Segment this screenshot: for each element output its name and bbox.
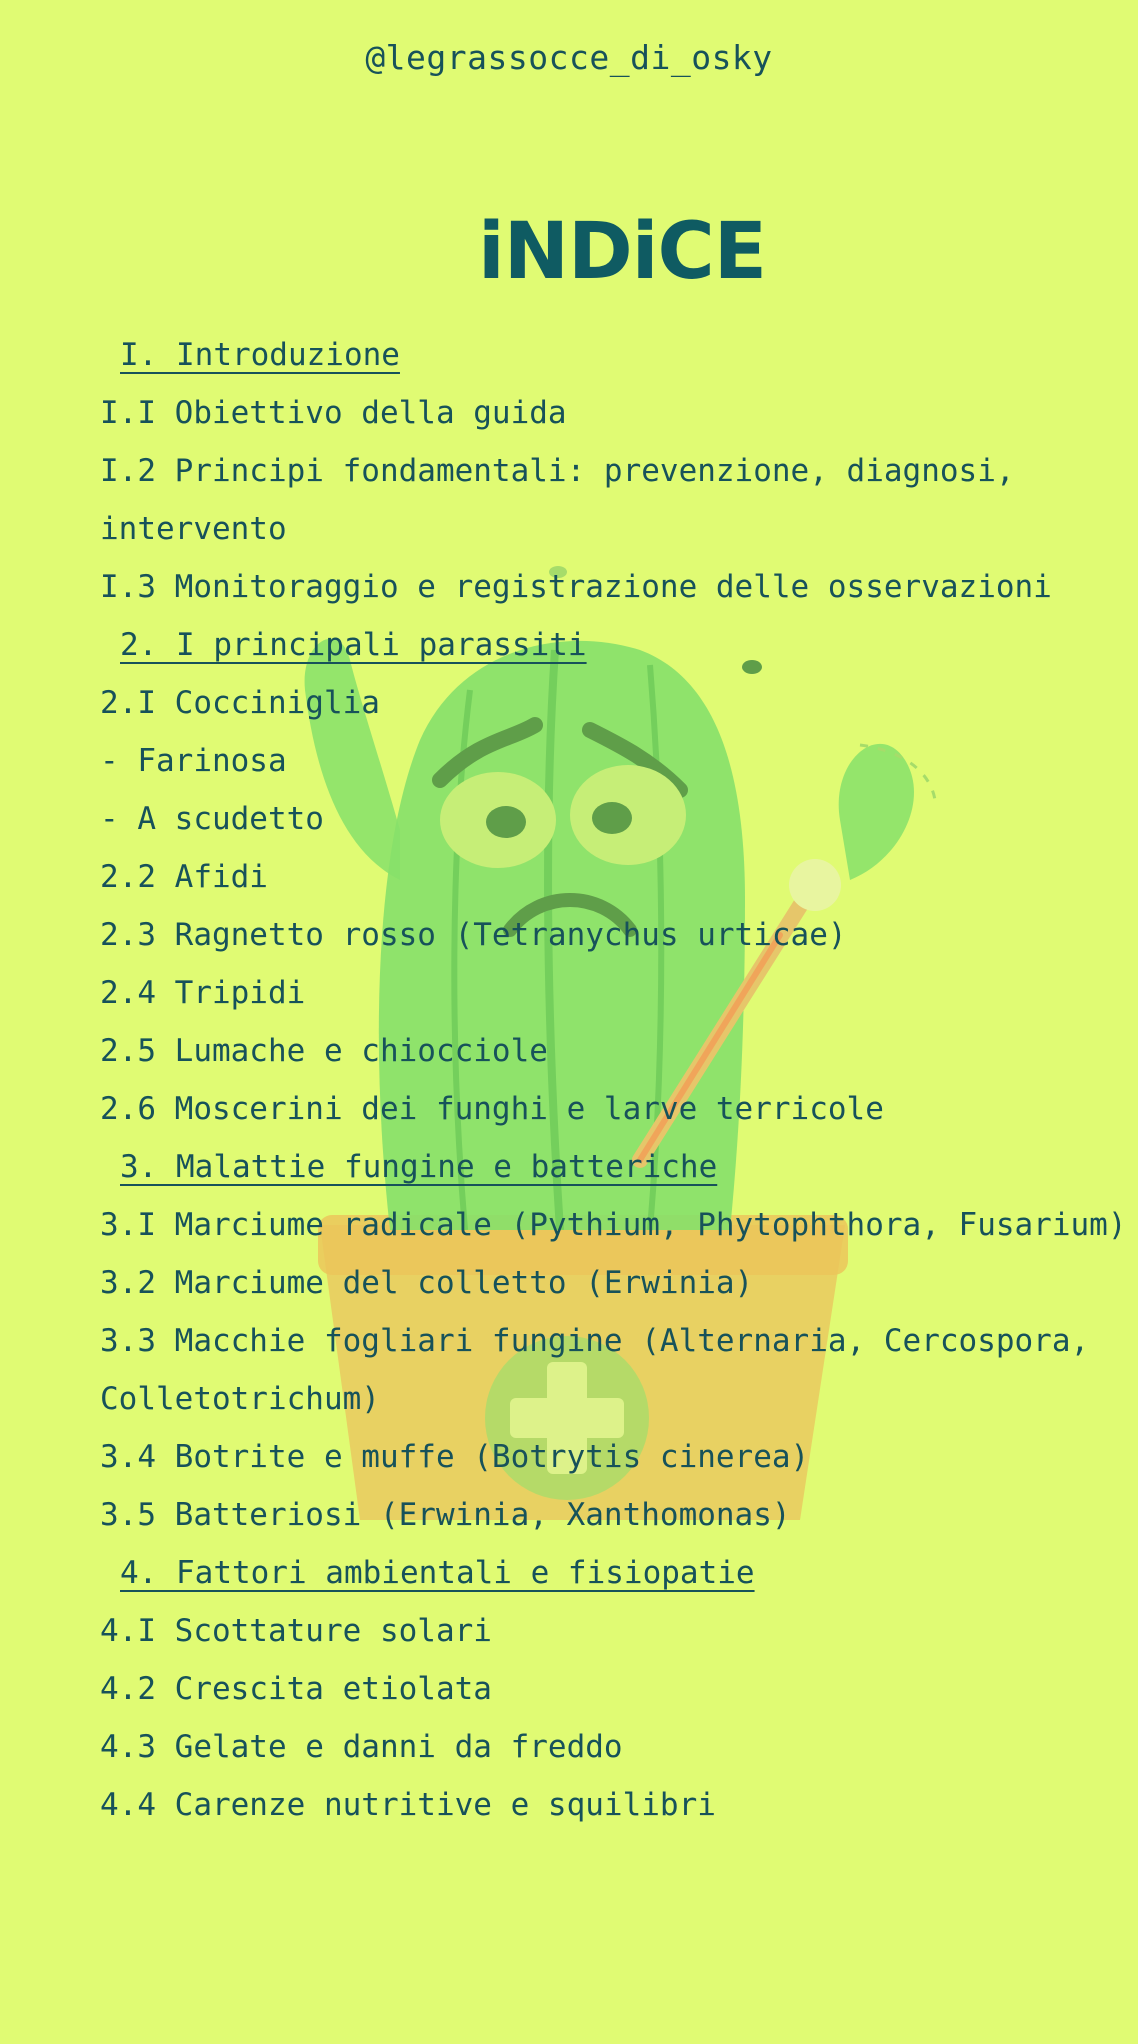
toc-entry: 3.I Marciume radicale (Pythium, Phytophthora, Fusarium) bbox=[100, 1207, 1127, 1243]
page-title: iNDiCE bbox=[477, 207, 767, 297]
toc-entry: 4.I Scottature solari bbox=[100, 1613, 492, 1649]
toc-entry: intervento bbox=[100, 511, 287, 547]
toc-entry: 2.3 Ragnetto rosso (Tetranychus urticae) bbox=[100, 917, 847, 953]
toc-section-heading: I. Introduzione bbox=[120, 337, 400, 373]
toc-entry: 4.3 Gelate e danni da freddo bbox=[100, 1729, 623, 1765]
toc-entry: - A scudetto bbox=[100, 801, 324, 837]
toc-entry: 4.4 Carenze nutritive e squilibri bbox=[100, 1787, 716, 1823]
toc-entry: 3.2 Marciume del colletto (Erwinia) bbox=[100, 1265, 754, 1301]
toc-entry: 2.5 Lumache e chiocciole bbox=[100, 1033, 548, 1069]
toc-entry: 4.2 Crescita etiolata bbox=[100, 1671, 492, 1707]
toc-entry: 2.2 Afidi bbox=[100, 859, 268, 895]
toc-entry: 3.5 Batteriosi (Erwinia, Xanthomonas) bbox=[100, 1497, 791, 1533]
toc-entry: - Farinosa bbox=[100, 743, 287, 779]
toc-entry: I.I Obiettivo della guida bbox=[100, 395, 567, 431]
toc-entry: Colletotrichum) bbox=[100, 1381, 380, 1417]
toc-entry: 2.6 Moscerini dei funghi e larve terricole bbox=[100, 1091, 884, 1127]
toc-section-heading: 2. I principali parassiti bbox=[120, 627, 587, 663]
toc-entry: 3.3 Macchie fogliari fungine (Alternaria, Cercospora, bbox=[100, 1323, 1090, 1359]
toc-entry: 2.4 Tripidi bbox=[100, 975, 306, 1011]
table-of-contents bbox=[100, 326, 1130, 1834]
toc-section-heading: 4. Fattori ambientali e fisiopatie bbox=[120, 1555, 755, 1591]
toc-entry: I.3 Monitoraggio e registrazione delle osservazioni bbox=[100, 569, 1052, 605]
toc-entry: 3.4 Botrite e muffe (Botrytis cinerea) bbox=[100, 1439, 810, 1475]
toc-entry: I.2 Principi fondamentali: prevenzione, diagnosi, bbox=[100, 453, 1015, 489]
toc-section-heading: 3. Malattie fungine e batteriche bbox=[120, 1149, 718, 1185]
account-handle: @legrassocce_di_osky bbox=[365, 38, 773, 77]
toc-entry: 2.I Cocciniglia bbox=[100, 685, 380, 721]
